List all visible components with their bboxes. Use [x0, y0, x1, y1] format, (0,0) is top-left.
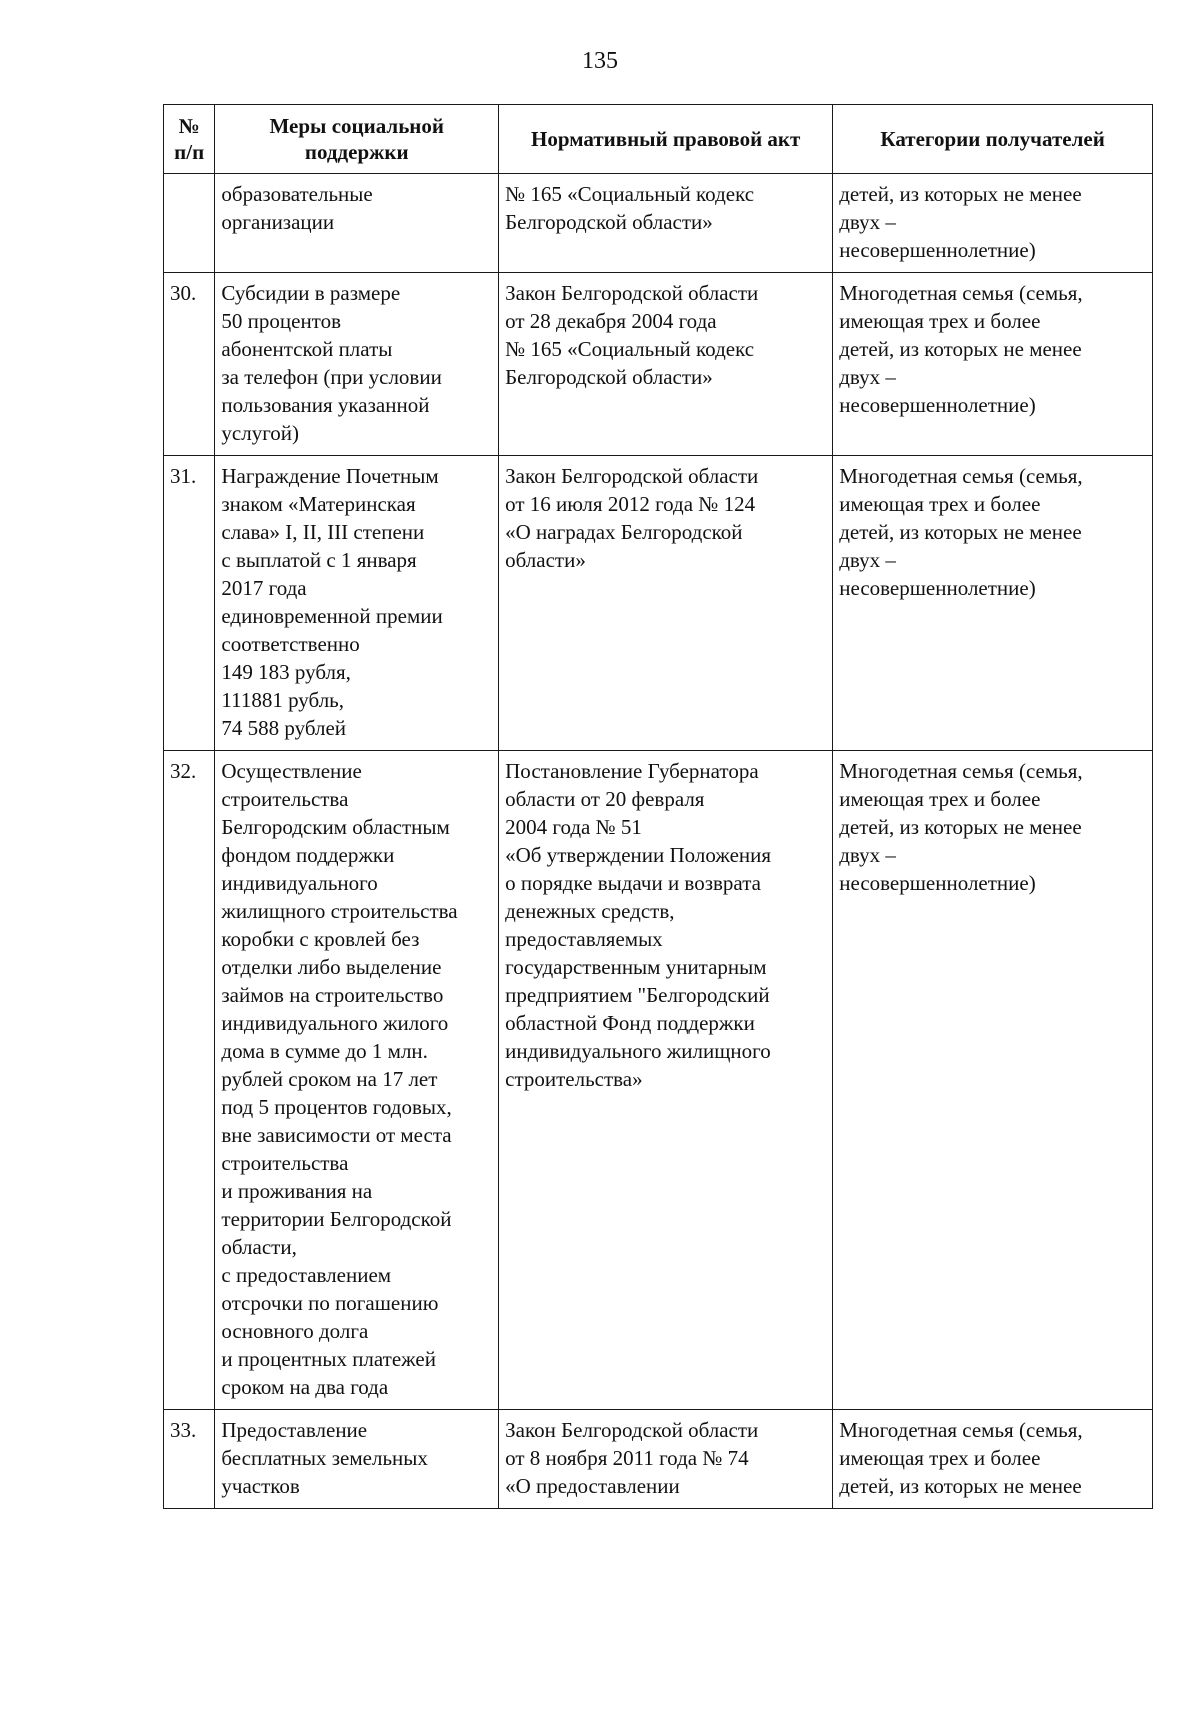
text-line: № 165 «Социальный кодекс: [505, 182, 755, 206]
recipient-category-cell: [833, 751, 1153, 1410]
text-line: с предоставлением: [221, 1263, 392, 1287]
text-line: жилищного строительства: [221, 899, 458, 923]
text-line: Многодетная семья (семья,: [839, 281, 1083, 305]
row-number: 33.: [164, 1410, 215, 1509]
text-line: детей, из которых не менее: [839, 1474, 1082, 1498]
table-row: [164, 751, 1153, 1410]
text-line: Предоставление: [221, 1418, 368, 1442]
text-line: за телефон (при условии: [221, 365, 442, 389]
measure-cell: [215, 1410, 499, 1509]
text-line: вне зависимости от места: [221, 1123, 452, 1147]
text-line: единовременной премии: [221, 604, 443, 628]
measure-cell: [215, 174, 499, 273]
header-num: № п/п: [164, 105, 215, 174]
measure-cell: [215, 456, 499, 751]
table-row: [164, 174, 1153, 273]
text-line: основного долга: [221, 1319, 369, 1343]
text-line: строительства»: [505, 1067, 643, 1091]
text-line: № 165 «Социальный кодекс: [505, 337, 755, 361]
text-line: области от 20 февраля: [505, 787, 705, 811]
text-line: 111881 рубль,: [221, 688, 344, 712]
table-body: [164, 174, 1153, 1509]
text-line: 74 588 рублей: [221, 716, 347, 740]
text-line: соответственно: [221, 632, 360, 656]
text-line: образовательные: [221, 182, 373, 206]
measure-cell: [215, 751, 499, 1410]
text-line: отсрочки по погашению: [221, 1291, 439, 1315]
text-line: Закон Белгородской области: [505, 464, 759, 488]
legal-act-cell: [499, 174, 833, 273]
text-line: слава» I, II, III степени: [221, 520, 425, 544]
table-row: [164, 1410, 1153, 1509]
text-line: территории Белгородской: [221, 1207, 452, 1231]
text-line: предоставляемых: [505, 927, 663, 951]
text-line: «О наградах Белгородской: [505, 520, 743, 544]
text-line: индивидуального жилищного: [505, 1039, 771, 1063]
page-number: 135: [582, 48, 618, 74]
header-measure: Меры социальной поддержки: [215, 105, 499, 174]
text-line: абонентской платы: [221, 337, 393, 361]
legal-act-cell: [499, 273, 833, 456]
text-line: отделки либо выделение: [221, 955, 442, 979]
header-act: Нормативный правовой акт: [499, 105, 833, 174]
text-line: областной Фонд поддержки: [505, 1011, 755, 1035]
text-line: строительства: [221, 1151, 349, 1175]
text-line: дома в сумме до 1 млн.: [221, 1039, 428, 1063]
row-number: 30.: [164, 273, 215, 456]
text-line: строительства: [221, 787, 349, 811]
text-line: пользования указанной: [221, 393, 430, 417]
text-line: с выплатой с 1 января: [221, 548, 417, 572]
text-line: займов на строительство: [221, 983, 444, 1007]
measure-cell: [215, 273, 499, 456]
text-line: Субсидии в размере: [221, 281, 401, 305]
text-line: Закон Белгородской области: [505, 281, 759, 305]
text-line: несовершеннолетние): [839, 393, 1036, 417]
text-line: предприятием "Белгородский: [505, 983, 770, 1007]
text-line: области,: [221, 1235, 297, 1259]
text-line: несовершеннолетние): [839, 238, 1036, 262]
text-line: фондом поддержки: [221, 843, 395, 867]
recipient-category-cell: [833, 456, 1153, 751]
recipient-category-cell: [833, 1410, 1153, 1509]
text-line: 2004 года № 51: [505, 815, 642, 839]
text-line: участков: [221, 1474, 300, 1498]
recipient-category-cell: [833, 273, 1153, 456]
text-line: двух –: [839, 210, 896, 234]
table-row: [164, 456, 1153, 751]
text-line: под 5 процентов годовых,: [221, 1095, 452, 1119]
header-category: Категории получателей: [833, 105, 1153, 174]
text-line: Награждение Почетным: [221, 464, 439, 488]
table-row: [164, 273, 1153, 456]
text-line: Белгородской области»: [505, 365, 713, 389]
text-line: области»: [505, 548, 586, 572]
text-line: бесплатных земельных: [221, 1446, 428, 1470]
row-number: 32.: [164, 751, 215, 1410]
text-line: организации: [221, 210, 335, 234]
row-number: [164, 174, 215, 273]
text-line: Многодетная семья (семья,: [839, 464, 1083, 488]
legal-act-cell: [499, 456, 833, 751]
text-line: Белгородской области»: [505, 210, 713, 234]
text-line: двух –: [839, 365, 896, 389]
text-line: от 8 ноября 2011 года № 74: [505, 1446, 749, 1470]
text-line: сроком на два года: [221, 1375, 389, 1399]
text-line: и проживания на: [221, 1179, 373, 1203]
text-line: индивидуального жилого: [221, 1011, 449, 1035]
text-line: имеющая трех и более: [839, 492, 1041, 516]
text-line: «Об утверждении Положения: [505, 843, 772, 867]
text-line: детей, из которых не менее: [839, 815, 1082, 839]
recipient-category-cell: [833, 174, 1153, 273]
text-line: денежных средств,: [505, 899, 675, 923]
text-line: Многодетная семья (семья,: [839, 759, 1083, 783]
text-line: имеющая трех и более: [839, 787, 1041, 811]
text-line: 2017 года: [221, 576, 307, 600]
text-line: Многодетная семья (семья,: [839, 1418, 1083, 1442]
row-number: 31.: [164, 456, 215, 751]
text-line: детей, из которых не менее: [839, 520, 1082, 544]
text-line: двух –: [839, 548, 896, 572]
text-line: имеющая трех и более: [839, 309, 1041, 333]
text-line: знаком «Материнская: [221, 492, 416, 516]
text-line: несовершеннолетние): [839, 576, 1036, 600]
text-line: имеющая трех и более: [839, 1446, 1041, 1470]
social-support-table: [163, 104, 1153, 1509]
text-line: несовершеннолетние): [839, 871, 1036, 895]
text-line: двух –: [839, 843, 896, 867]
text-line: рублей сроком на 17 лет: [221, 1067, 438, 1091]
text-line: от 16 июля 2012 года № 124: [505, 492, 756, 516]
text-line: услугой): [221, 421, 300, 445]
text-line: государственным унитарным: [505, 955, 767, 979]
text-line: «О предоставлении: [505, 1474, 680, 1498]
text-line: коробки с кровлей без: [221, 927, 420, 951]
text-line: детей, из которых не менее: [839, 182, 1082, 206]
text-line: Закон Белгородской области: [505, 1418, 759, 1442]
legal-act-cell: [499, 1410, 833, 1509]
text-line: индивидуального: [221, 871, 378, 895]
text-line: о порядке выдачи и возврата: [505, 871, 761, 895]
text-line: детей, из которых не менее: [839, 337, 1082, 361]
text-line: Постановление Губернатора: [505, 759, 759, 783]
text-line: Осуществление: [221, 759, 362, 783]
text-line: от 28 декабря 2004 года: [505, 309, 717, 333]
legal-act-cell: [499, 751, 833, 1410]
text-line: 149 183 рубля,: [221, 660, 351, 684]
text-line: и процентных платежей: [221, 1347, 436, 1371]
text-line: Белгородским областным: [221, 815, 450, 839]
text-line: 50 процентов: [221, 309, 341, 333]
table-header-row: [164, 105, 1153, 174]
